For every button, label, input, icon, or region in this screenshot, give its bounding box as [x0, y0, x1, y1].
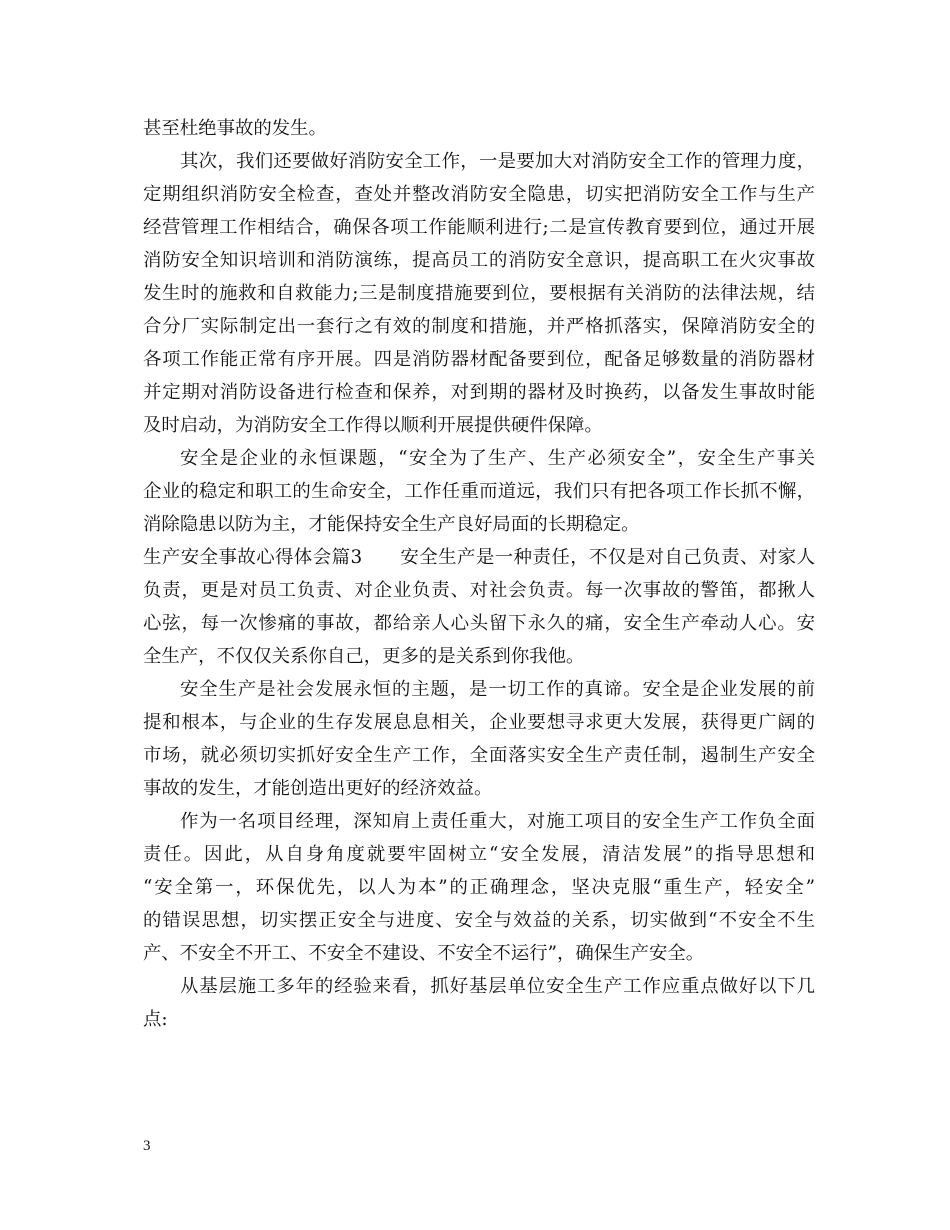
text-line: 定期组织消防安全检查，查处并整改消防安全隐患，切实把消防安全工作与生产 [143, 184, 815, 205]
page-number: 3 [143, 1138, 151, 1154]
text-line: 产、不安全不开工、不安全不建设、不安全不运行”，确保生产安全。 [143, 943, 705, 964]
text-line: 从基层施工多年的经验来看，抓好基层单位安全生产工作应重点做好以下几 [180, 976, 815, 997]
text-line: 负责，更是对员工负责、对企业负责、对社会负责。每一次事故的警笛，都揪人 [143, 580, 815, 601]
text-line: 经营管理工作相结合，确保各项工作能顺利进行;二是宣传教育要到位，通过开展 [143, 217, 815, 238]
text-line: 事故的发生，才能创造出更好的经济效益。 [143, 778, 493, 799]
text-line: 消除隐患以防为主，才能保持安全生产良好局面的长期稳定。 [143, 514, 640, 535]
text-line: 的错误思想，切实摆正安全与进度、安全与效益的关系，切实做到“不安全不生 [143, 910, 815, 931]
text-line: 点: [143, 1009, 168, 1030]
text-line: 全生产，不仅仅关系你自己，更多的是关系到你我他。 [143, 646, 585, 667]
text-line: 提和根本，与企业的生存发展息息相关，企业要想寻求更大发展，获得更广阔的 [143, 712, 815, 733]
text-line: 企业的稳定和职工的生命安全，工作任重而道远，我们只有把各项工作长抓不懈， [143, 481, 815, 502]
document-body [143, 112, 815, 1036]
text-line: 及时启动，为消防安全工作得以顺利开展提供硬件保障。 [143, 415, 603, 436]
text-line: 安全是企业的永恒课题，“安全为了生产、生产必须安全”，安全生产事关 [180, 448, 815, 469]
text-line: 作为一名项目经理，深知肩上责任重大，对施工项目的安全生产工作负全面 [180, 811, 815, 832]
text-line: 发生时的施救和自救能力;三是制度措施要到位，要根据有关消防的法律法规，结 [143, 283, 815, 304]
text-line: 甚至杜绝事故的发生。 [143, 118, 327, 139]
text-line: 各项工作能正常有序开展。四是消防器材配备要到位，配备足够数量的消防器材 [143, 349, 815, 370]
text-line: 心弦，每一次惨痛的事故，都给亲人心头留下永久的痛，安全生产牵动人心。安 [143, 613, 815, 634]
text-line: 责任。因此，从自身角度就要牢固树立“安全发展，清洁发展”的指导思想和 [143, 844, 815, 865]
text-line: 安全生产是社会发展永恒的主题，是一切工作的真谛。安全是企业发展的前 [180, 679, 815, 700]
text-line: 合分厂实际制定出一套行之有效的制度和措施，并严格抓落实，保障消防安全的 [143, 316, 815, 337]
text-line: “安全第一，环保优先，以人为本”的正确理念，坚决克服“重生产，轻安全” [143, 877, 815, 898]
text-line: 市场，就必须切实抓好安全生产工作，全面落实安全生产责任制，遏制生产安全 [143, 745, 815, 766]
text-line: 生产安全事故心得体会篇3 安全生产是一种责任，不仅是对自己负责、对家人 [143, 547, 815, 568]
text-line: 消防安全知识培训和消防演练，提高员工的消防安全意识，提高职工在火灾事故 [143, 250, 815, 271]
text-line: 并定期对消防设备进行检查和保养，对到期的器材及时换药，以备发生事故时能 [143, 382, 815, 403]
text-line: 其次，我们还要做好消防安全工作，一是要加大对消防安全工作的管理力度， [180, 151, 815, 172]
